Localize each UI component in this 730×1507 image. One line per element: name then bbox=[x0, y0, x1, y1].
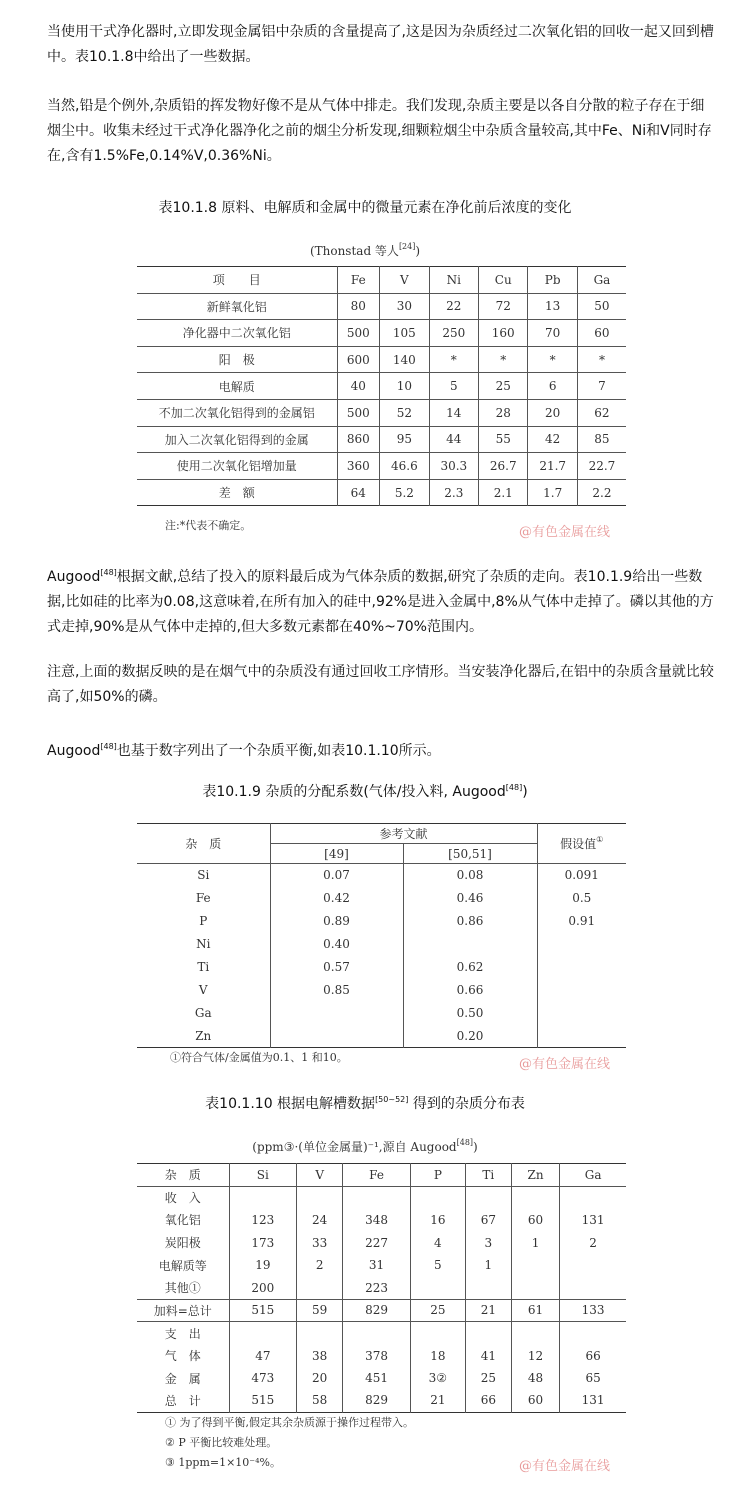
table-cell: 炭阳极 bbox=[164, 1236, 201, 1251]
table-cell: 85 bbox=[577, 426, 626, 453]
table-cell: 电解质等 bbox=[158, 1258, 207, 1273]
unit-ref: [48] bbox=[456, 1138, 474, 1147]
table-10-1-10-note-3: ③ 1ppm=1×10⁻⁴%。 bbox=[165, 1456, 281, 1469]
table-cell: 6 bbox=[528, 373, 577, 400]
table-cell: 20 bbox=[528, 399, 577, 426]
table-10-1-10-note-1: ① 为了得到平衡,假定其余杂质源于操作过程带入。 bbox=[165, 1416, 414, 1429]
table-cell: 829 bbox=[343, 1389, 411, 1412]
table-cell bbox=[537, 956, 626, 979]
source-ref: [24] bbox=[398, 242, 416, 251]
header-cell: 参考文献 bbox=[270, 824, 537, 844]
author-ref: [48] bbox=[100, 568, 117, 577]
table-row bbox=[137, 293, 626, 320]
table-10-1-8 bbox=[137, 266, 626, 506]
unit-end: ) bbox=[473, 1140, 478, 1154]
table-cell bbox=[465, 1276, 511, 1299]
source-end: ) bbox=[415, 244, 421, 258]
table-cell: 60 bbox=[577, 320, 626, 347]
table-cell: Si bbox=[197, 868, 210, 883]
table-cell: 0.91 bbox=[537, 910, 626, 933]
header-cell: 杂 质 bbox=[137, 1164, 229, 1187]
table-cell: 1.7 bbox=[528, 479, 577, 506]
watermark: @有色金属在线 bbox=[519, 1459, 611, 1474]
table-cell: 0.40 bbox=[270, 933, 403, 956]
table-cell bbox=[511, 1276, 559, 1299]
table-cell: 72 bbox=[479, 293, 528, 320]
table-cell: 18 bbox=[410, 1344, 465, 1367]
caption-text: 表10.1.9 杂质的分配系数(气体/投入料, Augood bbox=[202, 784, 506, 800]
table-row bbox=[137, 320, 626, 347]
table-10-1-9-note: ①符合气体/金属值为0.1、1 和10。 bbox=[170, 1051, 348, 1064]
header-cell: P bbox=[410, 1164, 465, 1187]
table-row bbox=[137, 956, 626, 979]
header-cell: Pb bbox=[528, 267, 577, 294]
table-row bbox=[137, 887, 626, 910]
table-cell: Ti bbox=[197, 960, 210, 974]
header-cell: Ti bbox=[465, 1164, 511, 1187]
table-cell: 其他① bbox=[137, 1276, 229, 1299]
table-cell: 451 bbox=[343, 1367, 411, 1390]
table-cell bbox=[270, 1002, 403, 1025]
table-cell: 38 bbox=[297, 1344, 343, 1367]
table-cell: 0.07 bbox=[270, 864, 403, 887]
table-cell: 2.3 bbox=[429, 479, 478, 506]
header-cell: Si bbox=[229, 1164, 297, 1187]
table-cell: 2 bbox=[560, 1231, 626, 1254]
table-cell: 0.62 bbox=[403, 956, 537, 979]
table-cell bbox=[560, 1186, 626, 1209]
table-row bbox=[137, 426, 626, 453]
table-cell: 600 bbox=[337, 346, 380, 373]
table-cell: 60 bbox=[511, 1209, 559, 1232]
table-cell: 3② bbox=[410, 1367, 465, 1390]
table-row bbox=[137, 864, 626, 887]
table-cell: 223 bbox=[343, 1276, 411, 1299]
table-row bbox=[137, 453, 626, 480]
table-cell bbox=[270, 1025, 403, 1048]
table-cell: 200 bbox=[229, 1276, 297, 1299]
table-cell: 140 bbox=[380, 346, 429, 373]
table-cell: 25 bbox=[465, 1367, 511, 1390]
table-row bbox=[137, 910, 626, 933]
table-header-row bbox=[137, 824, 626, 844]
table-row bbox=[137, 1231, 626, 1254]
table-row bbox=[137, 1025, 626, 1048]
table-cell: 131 bbox=[560, 1389, 626, 1412]
table-cell: 515 bbox=[229, 1299, 297, 1322]
table-cell: 净化器中二次氧化铝 bbox=[137, 320, 337, 347]
paragraph-4-text: 注意,上面的数据反映的是在烟气中的杂质没有通过回收工序情形。当安装净化器后,在铝中的杂质含量就比较高了,如50%的磷。 bbox=[47, 664, 714, 705]
header-cell: Zn bbox=[511, 1164, 559, 1187]
caption-end: 得到的杂质分布表 bbox=[408, 1096, 525, 1112]
table-cell: 131 bbox=[560, 1209, 626, 1232]
paragraph-2-text: 当然,铅是个例外,杂质铅的挥发物好像不是从气体中排走。我们发现,杂质主要是以各自分散的粒子存在于细烟尘中。收集未经过干式净化器净化之前的烟尘分析发现,细颗粒烟尘中杂质含量较高,其中Fe、Ni和V同时存在,含有1.5%Fe,0.14%V,0.36%Ni。 bbox=[47, 98, 712, 164]
header-cell: V bbox=[380, 267, 429, 294]
table-row bbox=[137, 933, 626, 956]
table-cell: 860 bbox=[337, 426, 380, 453]
table-cell bbox=[537, 979, 626, 1002]
paragraph-5-text: 也基于数字列出了一个杂质平衡,如表10.1.10所示。 bbox=[116, 743, 441, 759]
watermark: @有色金属在线 bbox=[519, 525, 611, 540]
table-cell: V bbox=[198, 983, 208, 997]
header-cell: [49] bbox=[270, 844, 403, 864]
table-cell: 20 bbox=[297, 1367, 343, 1390]
caption-ref: [50~52] bbox=[375, 1095, 409, 1104]
table-row bbox=[137, 1186, 626, 1209]
table-cell: 50 bbox=[577, 293, 626, 320]
table-cell: 24 bbox=[297, 1209, 343, 1232]
table-row bbox=[137, 373, 626, 400]
table-cell bbox=[343, 1322, 411, 1345]
table-cell: * bbox=[528, 346, 577, 373]
table-row bbox=[137, 1209, 626, 1232]
table-cell: 173 bbox=[229, 1231, 297, 1254]
header-cell: Ni bbox=[429, 267, 478, 294]
table-cell: 2 bbox=[297, 1254, 343, 1277]
table-row bbox=[137, 979, 626, 1002]
table-cell: P bbox=[199, 914, 208, 928]
table-cell: 1 bbox=[511, 1231, 559, 1254]
table-cell: 70 bbox=[528, 320, 577, 347]
table-cell bbox=[465, 1186, 511, 1209]
header-cell: 杂 质 bbox=[137, 824, 270, 864]
table-cell bbox=[560, 1276, 626, 1299]
table-cell: 46.6 bbox=[380, 453, 429, 480]
header-cell: Fe bbox=[343, 1164, 411, 1187]
table-cell: 829 bbox=[343, 1299, 411, 1322]
table-cell: 500 bbox=[337, 320, 380, 347]
table-10-1-8-source bbox=[0, 242, 730, 259]
table-cell: 12 bbox=[511, 1344, 559, 1367]
table-cell bbox=[537, 933, 626, 956]
table-cell: 0.66 bbox=[403, 979, 537, 1002]
table-cell: 4 bbox=[410, 1231, 465, 1254]
paragraph-3 bbox=[47, 560, 717, 640]
table-cell: 66 bbox=[465, 1389, 511, 1412]
table-cell: 25 bbox=[410, 1299, 465, 1322]
table-cell: 28 bbox=[479, 399, 528, 426]
table-cell: 47 bbox=[229, 1344, 297, 1367]
table-cell bbox=[537, 1002, 626, 1025]
table-cell bbox=[410, 1276, 465, 1299]
paragraph-3-text: 根据文献,总结了投入的原料最后成为气体杂质的数据,研究了杂质的走向。表10.1.9给出一些数据,比如硅的比率为0.08,这意味着,在所有加入的硅中,92%是进入金属中,8%从气体中走掉了。磷以其他的方式走掉,90%是从气体中走掉的,但大多数元素都在40%~70%范围内。 bbox=[47, 569, 714, 635]
table-cell: 64 bbox=[337, 479, 380, 506]
table-cell: 0.20 bbox=[403, 1025, 537, 1048]
table-cell: 65 bbox=[560, 1367, 626, 1390]
header-cell: Ga bbox=[560, 1164, 626, 1187]
header-cell: V bbox=[297, 1164, 343, 1187]
table-header-row bbox=[137, 1164, 626, 1187]
table-cell: 21 bbox=[465, 1299, 511, 1322]
author-name: Augood bbox=[47, 743, 101, 759]
table-10-1-8-caption: 表10.1.8 原料、电解质和金属中的微量元素在净化前后浓度的变化 bbox=[158, 200, 572, 216]
table-cell: 0.08 bbox=[403, 864, 537, 887]
table-cell: 2.1 bbox=[479, 479, 528, 506]
table-cell: 55 bbox=[479, 426, 528, 453]
table-cell bbox=[343, 1186, 411, 1209]
table-cell: 160 bbox=[479, 320, 528, 347]
author-name: Augood bbox=[47, 569, 101, 585]
table-cell: 10 bbox=[380, 373, 429, 400]
table-cell bbox=[465, 1322, 511, 1345]
table-cell: 22.7 bbox=[577, 453, 626, 480]
table-cell: Zn bbox=[195, 1028, 212, 1043]
table-10-1-10-caption bbox=[0, 1093, 730, 1113]
table-cell: 30 bbox=[380, 293, 429, 320]
table-cell bbox=[297, 1276, 343, 1299]
table-cell: 加入二次氧化铝得到的金属 bbox=[137, 426, 337, 453]
table-cell: 31 bbox=[343, 1254, 411, 1277]
table-cell: Ni bbox=[196, 937, 211, 951]
table-cell bbox=[297, 1322, 343, 1345]
table-row bbox=[137, 1002, 626, 1025]
table-cell: 5 bbox=[429, 373, 478, 400]
table-cell: Ga bbox=[194, 1006, 212, 1020]
table-cell bbox=[511, 1186, 559, 1209]
table-10-1-10-unit bbox=[0, 1138, 730, 1155]
paragraph-2 bbox=[47, 94, 717, 169]
header-cell bbox=[537, 824, 626, 864]
table-cell: 515 bbox=[229, 1389, 297, 1412]
table-row bbox=[137, 1344, 626, 1367]
paragraph-1 bbox=[47, 20, 717, 70]
author-ref: [48] bbox=[100, 742, 117, 751]
table-row bbox=[137, 1367, 626, 1390]
table-row bbox=[137, 399, 626, 426]
table-row bbox=[137, 1389, 626, 1412]
header-cell: 项 目 bbox=[137, 267, 337, 294]
table-cell: 0.42 bbox=[270, 887, 403, 910]
paragraph-4 bbox=[47, 660, 717, 710]
table-cell: 0.89 bbox=[270, 910, 403, 933]
table-cell bbox=[229, 1186, 297, 1209]
table-cell: 61 bbox=[511, 1299, 559, 1322]
table-cell: 电解质 bbox=[137, 373, 337, 400]
table-cell: 7 bbox=[577, 373, 626, 400]
table-cell: 80 bbox=[337, 293, 380, 320]
table-cell: 支 出 bbox=[164, 1326, 201, 1341]
table-cell: 60 bbox=[511, 1389, 559, 1412]
table-cell bbox=[403, 933, 537, 956]
table-cell: 21 bbox=[410, 1389, 465, 1412]
paragraph-5 bbox=[47, 734, 717, 764]
table-cell: 348 bbox=[343, 1209, 411, 1232]
caption-ref: [48] bbox=[505, 783, 523, 792]
table-cell: 227 bbox=[343, 1231, 411, 1254]
table-cell bbox=[410, 1322, 465, 1345]
table-10-1-8-note: 注:*代表不确定。 bbox=[165, 519, 252, 532]
table-cell: 66 bbox=[560, 1344, 626, 1367]
table-cell: 500 bbox=[337, 399, 380, 426]
table-cell: 30.3 bbox=[429, 453, 478, 480]
table-cell: 44 bbox=[429, 426, 478, 453]
table-cell bbox=[537, 1025, 626, 1048]
table-cell: 氧化铝 bbox=[164, 1213, 201, 1228]
header-cell: Cu bbox=[479, 267, 528, 294]
table-cell: 360 bbox=[337, 453, 380, 480]
table-cell: 3 bbox=[465, 1231, 511, 1254]
table-cell: 加料=总计 bbox=[137, 1299, 229, 1322]
table-cell: 13 bbox=[528, 293, 577, 320]
table-cell: 16 bbox=[410, 1209, 465, 1232]
caption-end: ) bbox=[522, 784, 528, 800]
table-cell: 42 bbox=[528, 426, 577, 453]
table-row bbox=[137, 1276, 626, 1299]
table-cell: 0.86 bbox=[403, 910, 537, 933]
caption-text: 表10.1.10 根据电解槽数据 bbox=[205, 1096, 376, 1112]
table-row bbox=[137, 1254, 626, 1277]
table-row-total-in bbox=[137, 1299, 626, 1322]
table-cell: 14 bbox=[429, 399, 478, 426]
table-header-row bbox=[137, 267, 626, 294]
table-row bbox=[137, 479, 626, 506]
table-10-1-10-note-2: ② P 平衡比较难处理。 bbox=[165, 1436, 278, 1449]
table-cell: 0.46 bbox=[403, 887, 537, 910]
table-cell: 473 bbox=[229, 1367, 297, 1390]
table-cell: 0.5 bbox=[537, 887, 626, 910]
table-cell: 40 bbox=[337, 373, 380, 400]
table-cell: 133 bbox=[560, 1299, 626, 1322]
table-cell: 21.7 bbox=[528, 453, 577, 480]
paragraph-1-text: 当使用干式净化器时,立即发现金属铝中杂质的含量提高了,这是因为杂质经过二次氧化铝的回收一起又回到槽中。表10.1.8中给出了一些数据。 bbox=[47, 24, 714, 65]
assumed-mark: ① bbox=[596, 835, 604, 844]
table-cell bbox=[297, 1186, 343, 1209]
header-cell: Ga bbox=[577, 267, 626, 294]
table-cell: 阳 极 bbox=[137, 346, 337, 373]
table-cell: 378 bbox=[343, 1344, 411, 1367]
table-cell: 金 属 bbox=[164, 1371, 201, 1386]
header-cell: [50,51] bbox=[403, 844, 537, 864]
table-10-1-10 bbox=[137, 1163, 626, 1413]
table-cell bbox=[410, 1186, 465, 1209]
table-cell: 5 bbox=[410, 1254, 465, 1277]
table-cell: 58 bbox=[297, 1389, 343, 1412]
table-cell: 5.2 bbox=[380, 479, 429, 506]
source-text: (Thonstad 等人 bbox=[309, 244, 399, 258]
assumed-label: 假设值 bbox=[560, 837, 597, 851]
table-cell bbox=[560, 1322, 626, 1345]
table-cell: 52 bbox=[380, 399, 429, 426]
table-cell: 0.50 bbox=[403, 1002, 537, 1025]
table-cell: 67 bbox=[465, 1209, 511, 1232]
table-cell: 0.85 bbox=[270, 979, 403, 1002]
table-cell bbox=[511, 1254, 559, 1277]
table-row bbox=[137, 1322, 626, 1345]
table-cell: 250 bbox=[429, 320, 478, 347]
table-row bbox=[137, 346, 626, 373]
table-cell: 差 额 bbox=[218, 486, 255, 501]
table-cell: 0.57 bbox=[270, 956, 403, 979]
table-10-1-9-caption bbox=[0, 781, 730, 801]
table-cell: 62 bbox=[577, 399, 626, 426]
watermark: @有色金属在线 bbox=[519, 1057, 611, 1072]
table-cell: * bbox=[429, 346, 478, 373]
table-cell: 使用二次氧化铝增加量 bbox=[137, 453, 337, 480]
header-cell: Fe bbox=[337, 267, 380, 294]
table-cell: 22 bbox=[429, 293, 478, 320]
table-cell: 总 计 bbox=[164, 1393, 201, 1408]
table-10-1-9 bbox=[137, 823, 626, 1048]
table-cell: 1 bbox=[465, 1254, 511, 1277]
table-cell: 0.091 bbox=[537, 864, 626, 887]
table-cell: 19 bbox=[229, 1254, 297, 1277]
table-cell bbox=[229, 1322, 297, 1345]
table-cell: 48 bbox=[511, 1367, 559, 1390]
table-cell: 26.7 bbox=[479, 453, 528, 480]
table-cell: * bbox=[479, 346, 528, 373]
table-cell: 新鲜氧化铝 bbox=[137, 293, 337, 320]
table-cell: 59 bbox=[297, 1299, 343, 1322]
table-cell: 33 bbox=[297, 1231, 343, 1254]
table-cell: 气 体 bbox=[164, 1349, 201, 1364]
table-cell bbox=[511, 1322, 559, 1345]
table-cell: 25 bbox=[479, 373, 528, 400]
table-cell: 收 入 bbox=[164, 1191, 201, 1206]
table-cell: * bbox=[577, 346, 626, 373]
table-cell: 不加二次氧化铝得到的金属铝 bbox=[137, 399, 337, 426]
unit-text: (ppm③·(单位金属量)⁻¹,源自 Augood bbox=[252, 1140, 457, 1154]
table-cell: 95 bbox=[380, 426, 429, 453]
table-cell: 123 bbox=[229, 1209, 297, 1232]
table-cell: 2.2 bbox=[577, 479, 626, 506]
table-cell bbox=[560, 1254, 626, 1277]
table-cell: 41 bbox=[465, 1344, 511, 1367]
table-cell: Fe bbox=[195, 891, 211, 905]
table-cell: 105 bbox=[380, 320, 429, 347]
